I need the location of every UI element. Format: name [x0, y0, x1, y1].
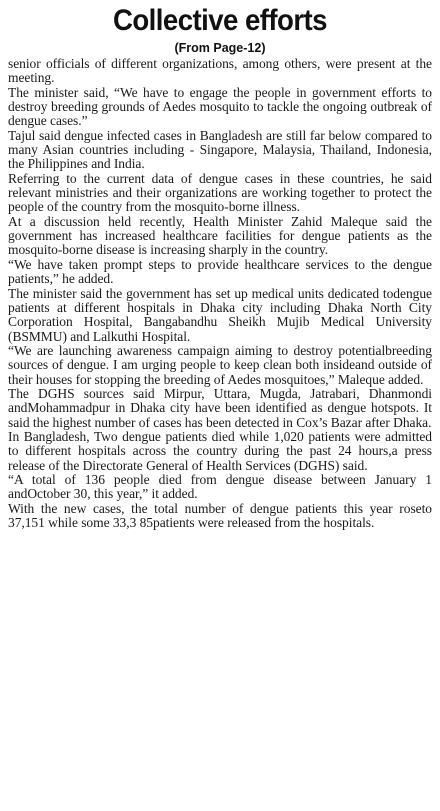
- paragraph: The minister said the government has set up medical units dedicated todengue patients at different hospitals in Dhaka city including Dhaka North City Corporation Hospital, Bangabandhu Sheikh Mujib Medical University (BSMMU) and Lalkuthi Hospital.: [8, 285, 432, 344]
- paragraph: At a discussion held recently, Health Minister Zahid Maleque said the government has increased healthcare facilities for dengue patients as the mosquito-borne disease is increasing sharply in the country.: [8, 213, 432, 258]
- paragraph: “We are launching awareness campaign aiming to destroy potentialbreeding sources of dengue. I am urging people to keep clean both insideand outside of their houses for stopping the breeding of Aedes mosquitoes,” Maleque added.: [8, 342, 432, 387]
- paragraph: Tajul said dengue infected cases in Bangladesh are still far below compared to many Asian countries including - Singapore, Malaysia, Thailand, Indonesia, the Philippines and India.: [8, 127, 432, 172]
- paragraph: “We have taken prompt steps to provide healthcare services to the dengue patients,” he added.: [8, 256, 432, 287]
- paragraph: senior officials of different organizations, among others, were present at the meeting.: [8, 56, 432, 86]
- paragraph: “A total of 136 people died from dengue disease between January 1 andOctober 30, this year,” it added.: [8, 471, 432, 502]
- paragraph: Referring to the current data of dengue cases in these countries, he said relevant ministries and their organizations are working together to protect the people of the country from the mosquito-borne illness.: [8, 170, 432, 215]
- paragraph: The minister said, “We have to engage the people in government efforts to destroy breeding grounds of Aedes mosquito to tackle the ongoing outbreak of dengue cases.”: [8, 84, 432, 129]
- paragraph: With the new cases, the total number of dengue patients this year roseto 37,151 while some 33,3 85patients were released from the hospitals.: [8, 500, 432, 530]
- paragraph: The DGHS sources said Mirpur, Uttara, Mugda, Jatrabari, Dhanmondi andMohammadpur in Dhaka city have been identified as dengue hotspots. It said the highest number of cases has been detected in Cox’s Bazar after Dhaka.: [8, 385, 432, 430]
- headline: Collective efforts: [112, 4, 327, 37]
- paragraph: In Bangladesh, Two dengue patients died while 1,020 patients were admitted to different hospitals across the country during the past 24 hours,a press release of the Directorate General of Health Services (DGHS) said.: [8, 428, 432, 473]
- article-body: [8, 57, 432, 530]
- continued-from-label: (From Page-12): [174, 41, 266, 55]
